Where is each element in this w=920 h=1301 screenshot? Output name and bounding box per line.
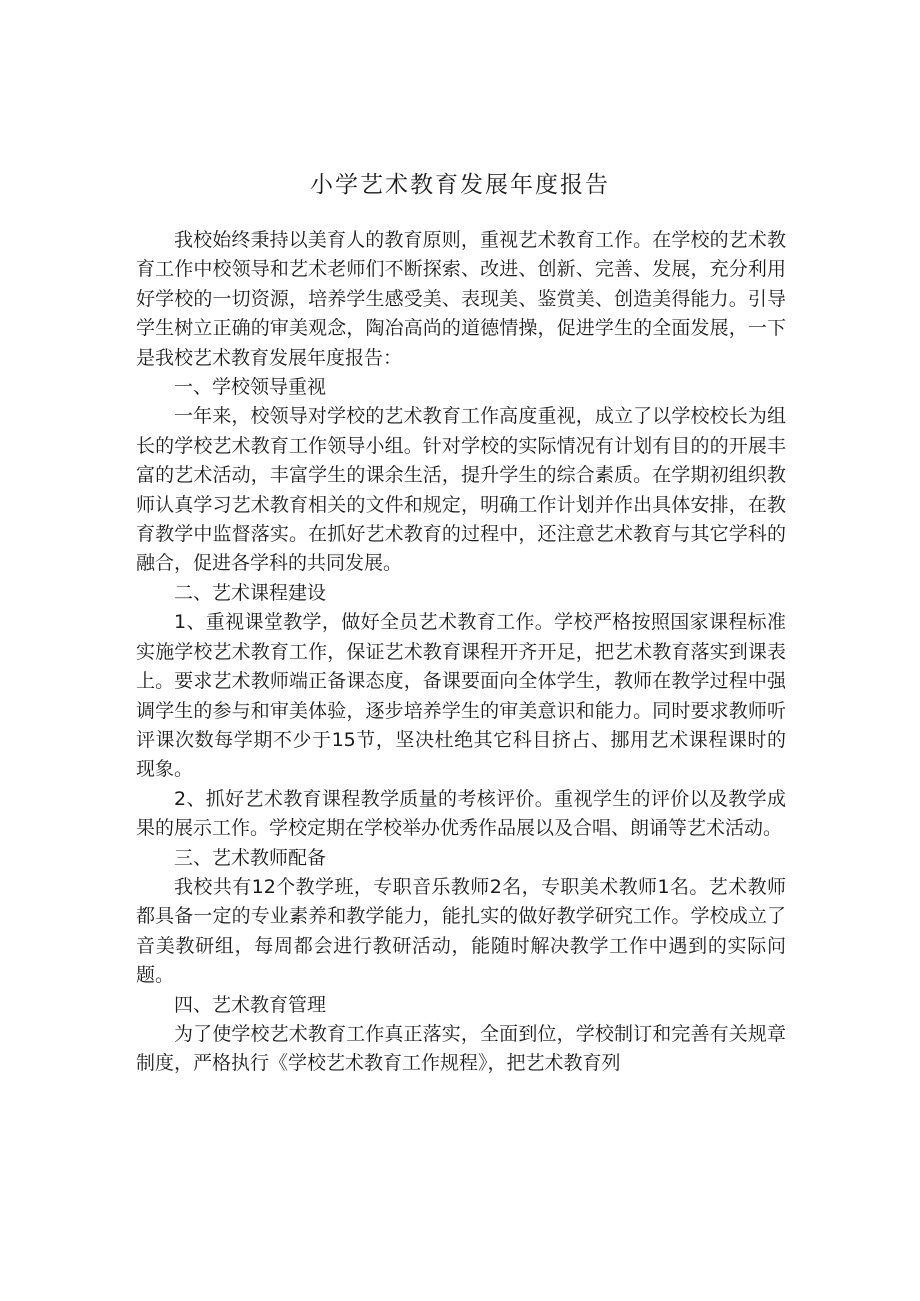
management-paragraph: 为了使学校艺术教育工作真正落实，全面到位，学校制订和完善有关规章制度，严格执行《学校艺术教育工作规程》，把艺术教育列 [136, 1022, 786, 1075]
section-heading-teachers: 三、艺术教师配备 [174, 846, 327, 869]
curriculum-paragraph-2: 2、抓好艺术教育课程教学质量的考核评价。重视学生的评价以及教学成果的展示工作。学校定期在学校举办优秀作品展以及合唱、朗诵等艺术活动。 [136, 787, 786, 840]
teachers-paragraph: 我校共有12个教学班，专职音乐教师2名，专职美术教师1名。艺术教师都具备一定的专业素养和教学能力，能扎实的做好教学研究工作。学校成立了音美教研组，每周都会进行教研活动，能随时解决教学工作中遇到的实际问题。 [136, 875, 786, 987]
section-heading-curriculum: 二、艺术课程建设 [174, 581, 327, 604]
section-heading-leadership: 一、学校领导重视 [174, 376, 327, 399]
intro-paragraph: 我校始终秉持以美育人的教育原则，重视艺术教育工作。在学校的艺术教育工作中校领导和艺术老师们不断探索、改进、创新、完善、发展，充分利用好学校的一切资源，培养学生感受美、表现美、鉴赏美、创造美得能力。引导学生树立正确的审美观念，陶冶高尚的道德情操，促进学生的全面发展，一下是我校艺术教育发展年度报告： [136, 229, 786, 369]
document-body [136, 226, 786, 1079]
leadership-paragraph: 一年来，校领导对学校的艺术教育工作高度重视，成立了以学校校长为组长的学校艺术教育工作领导小组。针对学校的实际情况有计划有目的的开展丰富的艺术活动，丰富学生的课余生活，提升学生的综合素质。在学期初组织教师认真学习艺术教育相关的文件和规定，明确工作计划并作出具体安排，在教育教学中监督落实。在抓好艺术教育的过程中，还注意艺术教育与其它学科的融合，促进各学科的共同发展。 [136, 405, 786, 575]
section-heading-management: 四、艺术教育管理 [174, 993, 327, 1016]
document-title: 小学艺术教育发展年度报告 [310, 172, 610, 198]
curriculum-paragraph-1: 1、重视课堂教学，做好全员艺术教育工作。学校严格按照国家课程标准实施学校艺术教育工作，保证艺术教育课程开齐开足，把艺术教育落实到课表上。要求艺术教师端正备课态度，备课要面向全体学生，教师在教学过程中强调学生的参与和审美体验，逐步培养学生的审美意识和能力。同时要求教师听评课次数每学期不少于15节，坚决杜绝其它科目挤占、挪用艺术课程课时的现象。 [136, 611, 786, 781]
